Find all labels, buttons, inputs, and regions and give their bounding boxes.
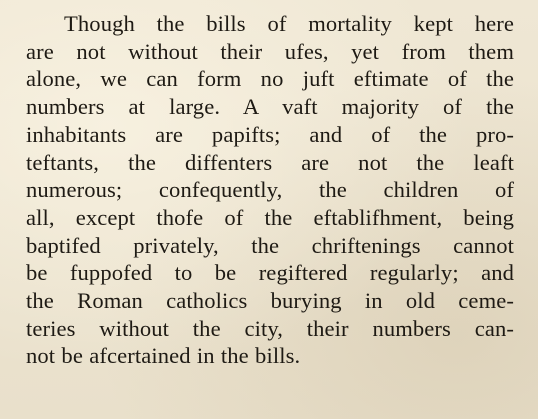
text-line-13: not be afcertained in the bills. [26, 343, 301, 369]
text-line-6: teftants, the diffenters are not the leaft [26, 149, 514, 175]
text-line-1: Though the bills of mortality kept here [64, 11, 514, 36]
text-line-9: baptifed privately, the chriftenings cannot [26, 232, 514, 258]
text-line-3: alone, we can form no juft eftimate of the [26, 66, 514, 92]
text-line-8: all, except thofe of the eftablifhment, being [26, 204, 514, 230]
text-line-7: numerous; confequently, the children of [26, 177, 514, 203]
text-line-5: inhabitants are papifts; and of the pro- [26, 121, 514, 147]
text-line-4: numbers at large. A vaft majority of the [26, 94, 514, 120]
text-line-12: teries without the city, their numbers can- [26, 315, 514, 341]
text-line-2: are not without their ufes, yet from them [26, 38, 514, 64]
text-line-11: the Roman catholics burying in old ceme- [26, 288, 514, 314]
text-line-10: be fuppofed to be regiftered regularly; and [26, 260, 514, 286]
body-paragraph [26, 10, 514, 370]
